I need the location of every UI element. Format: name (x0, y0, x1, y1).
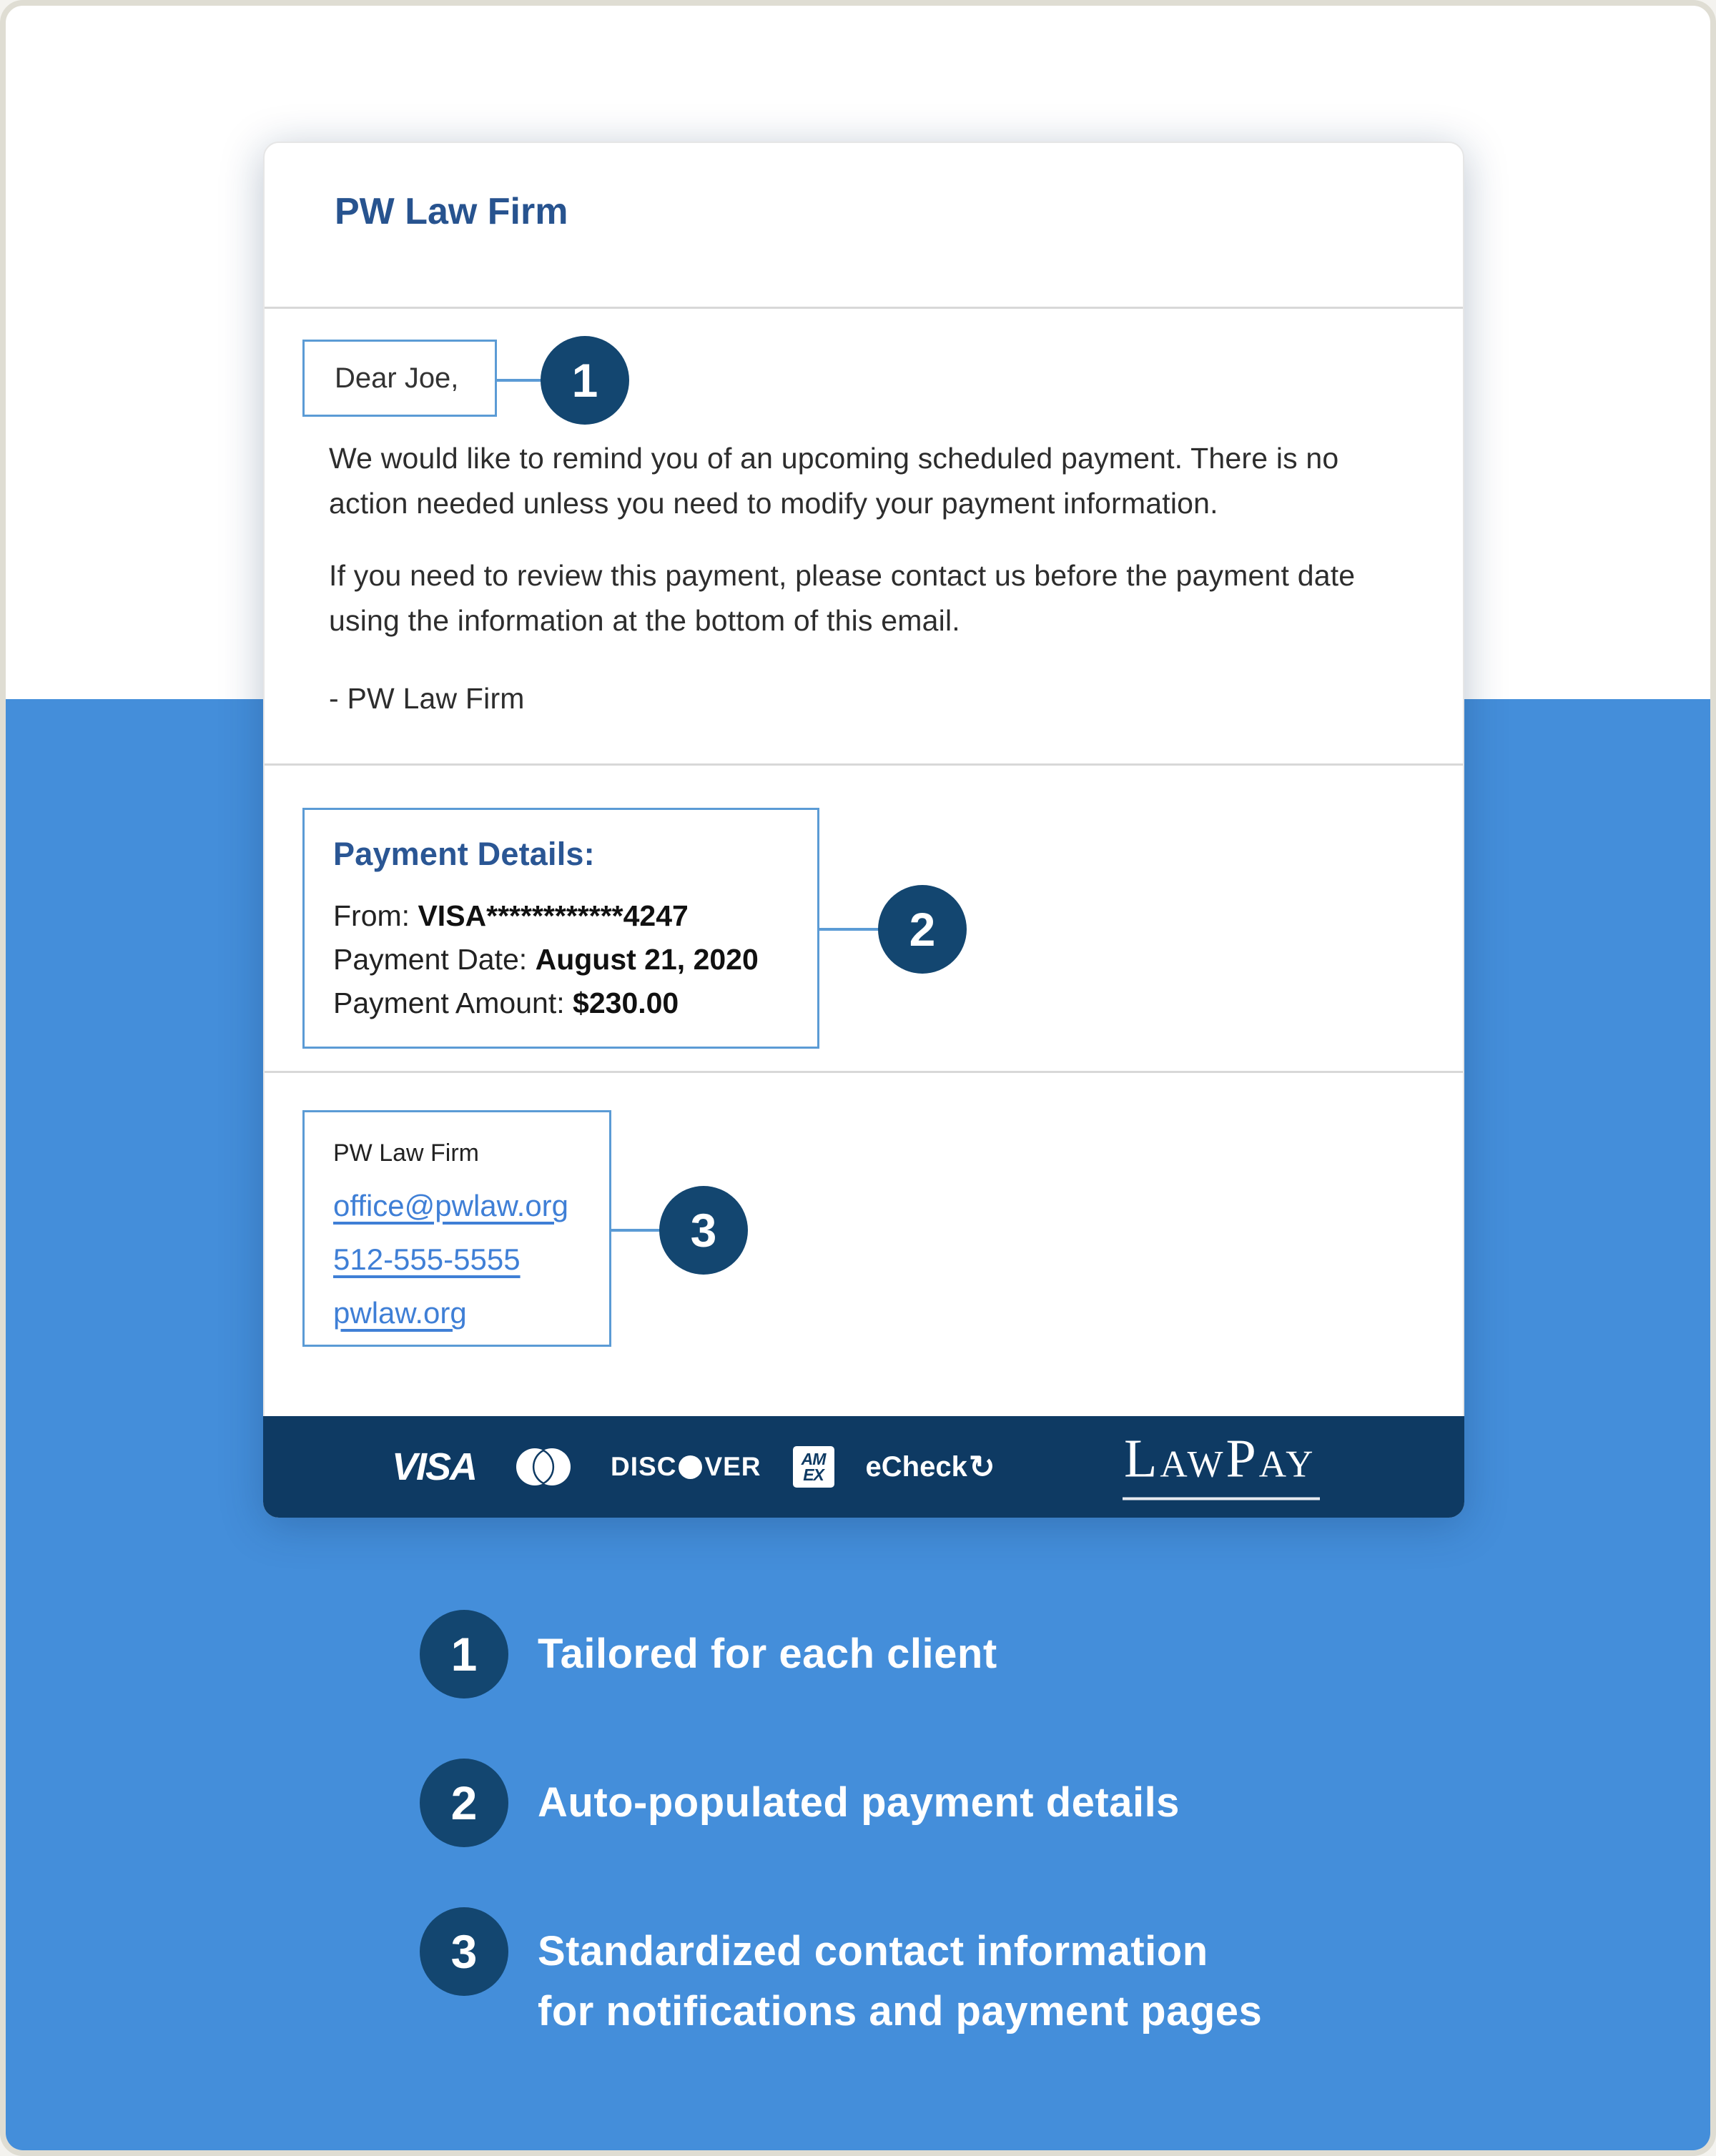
payment-amount-line (333, 981, 817, 1025)
card-brand-logos (392, 1416, 995, 1518)
echeck-text: eCheck (865, 1450, 967, 1483)
payment-amount-value: $230.00 (573, 986, 679, 1019)
discover-o-disc (679, 1455, 702, 1479)
callout-2-badge (878, 885, 967, 974)
payment-date-label: Payment Date: (333, 943, 528, 976)
payment-from-line (333, 894, 817, 938)
email-signoff: - PW Law Firm (329, 682, 525, 715)
contact-box (302, 1110, 611, 1347)
callout-1-number: 1 (571, 354, 598, 407)
discover-logo (611, 1452, 761, 1482)
feature-3-label (538, 1922, 1262, 2042)
header-divider (265, 307, 1463, 309)
greeting-highlight-box (302, 340, 497, 417)
email-firm-title: PW Law Firm (335, 191, 568, 232)
greeting-text: Dear Joe, (335, 362, 459, 394)
callout-3-connector (611, 1229, 660, 1232)
feature-item-2 (420, 1759, 1180, 1847)
payment-date-line (333, 938, 817, 981)
contact-phone-link[interactable]: 512-555-5555 (333, 1242, 521, 1276)
echeck-refresh-icon: ↻ (968, 1449, 995, 1485)
payment-divider (265, 1071, 1463, 1073)
callout-1-badge (541, 336, 629, 425)
callout-2-connector (819, 928, 879, 931)
amex-line1: AM (801, 1450, 826, 1468)
email-paragraph-2: If you need to review this payment, please contact us before the payment date using the information at the bottom of this email. (329, 559, 1356, 637)
feature-2-label: Auto-populated payment details (538, 1779, 1180, 1826)
feature-3-label-line1: Standardized contact information (538, 1928, 1208, 1974)
callout-1-connector (497, 379, 541, 382)
feature-3-label-line2: for notifications and payment pages (538, 1988, 1263, 2034)
feature-item-1 (420, 1610, 997, 1698)
mastercard-icon (508, 1444, 579, 1490)
body-divider (265, 763, 1463, 766)
echeck-logo (866, 1449, 995, 1485)
payment-date-value: August 21, 2020 (535, 943, 759, 976)
payment-methods-bar (263, 1416, 1464, 1518)
payment-from-value: VISA************4247 (418, 899, 689, 932)
email-paragraph-1: We would like to remind you of an upcoming scheduled payment. There is no action needed unless you need to modify your payment information. (329, 442, 1339, 520)
callout-3-number: 3 (690, 1204, 717, 1257)
callout-2-number: 2 (909, 903, 936, 956)
discover-text-post: VER (704, 1452, 761, 1481)
amex-line2: EX (803, 1465, 824, 1484)
callout-3-badge (659, 1186, 748, 1275)
payment-from-label: From: (333, 899, 410, 932)
payment-details-heading: Payment Details: (333, 836, 595, 872)
feature-1-badge: 1 (420, 1610, 508, 1698)
feature-1-label: Tailored for each client (538, 1631, 997, 1677)
email-card (263, 142, 1464, 1518)
feature-3-badge: 3 (420, 1907, 508, 1996)
feature-2-badge: 2 (420, 1759, 508, 1847)
visa-logo: VISA (392, 1445, 477, 1488)
contact-website-link[interactable]: pwlaw.org (333, 1296, 467, 1330)
lawpay-logo: LawPay (1123, 1428, 1320, 1500)
payment-details-box (302, 808, 819, 1049)
contact-firm-name: PW Law Firm (333, 1139, 479, 1167)
payment-amount-label: Payment Amount: (333, 986, 565, 1019)
contact-email-link[interactable]: office@pwlaw.org (333, 1189, 569, 1222)
feature-item-3 (420, 1907, 1262, 2042)
amex-logo (793, 1446, 834, 1488)
discover-text-pre: DISC (611, 1452, 677, 1481)
